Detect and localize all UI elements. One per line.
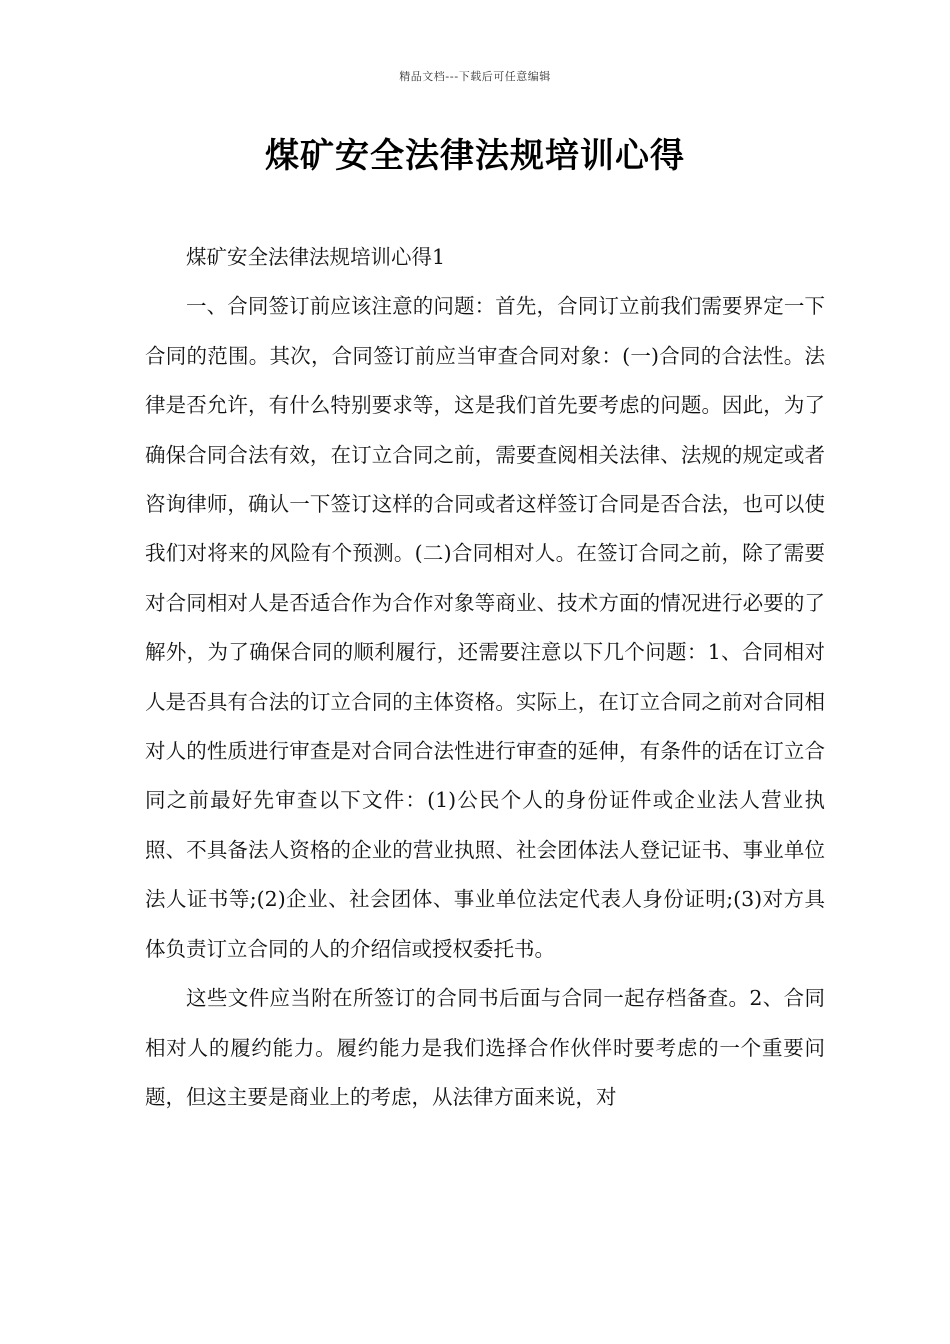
header-note: 精品文档---下载后可任意编辑 — [399, 70, 551, 83]
document-body — [145, 233, 825, 1122]
section-heading: 煤矿安全法律法规培训心得1 — [186, 245, 446, 269]
body-paragraph: 一、合同签订前应该注意的问题：首先，合同订立前我们需要界定一下合同的范围。其次，合同签订前应当审查合同对象：(一)合同的合法性。法律是否允许，有什么特别要求等，这是我们首先要考虑的问题。因此，为了 确保合同合法有效，在订立合同之前，需要查阅相关法律、法规的规定或者咨询律师，确认一下签订这样的合同或者这样签订合同是否合法，也可以使我们对将来的风险有个预测。(二)合同相对人。在签订合同之前，除了需要对合同相对人是否适合作为合作对象等商业、技术方面的情况进行必要的了解外，为了确保合同的顺利履行，还需要注意以下几个问题：1、合同相对人是否具有合法的订立合同的主体资格。实际上，在订立合同之前对合同相对人的性质进行审查是对合同合法性进行审查的延伸，有条件的话在订立合同之前最好先审查以下文件：(1)公民个人的身份证件或企业法人营业执照、不具备法人资格的企业的营业执照、社会团体法人登记证书、事业单位法人证书等;(2)企业、社会团体、事业单位法定代表人身份证明;(3)对方具体负责订立合同的人的介绍信或授权委托书。 — [145, 294, 825, 961]
body-paragraph: 这些文件应当附在所签订的合同书后面与合同一起存档备查。2、合同相对人的履约能力。履约能力是我们选择合作伙伴时要考虑的一个重要问题，但这主要是商业上的考虑，从法律方面来说，对 — [145, 986, 825, 1109]
document-title: 煤矿安全法律法规培训心得 — [265, 136, 685, 176]
